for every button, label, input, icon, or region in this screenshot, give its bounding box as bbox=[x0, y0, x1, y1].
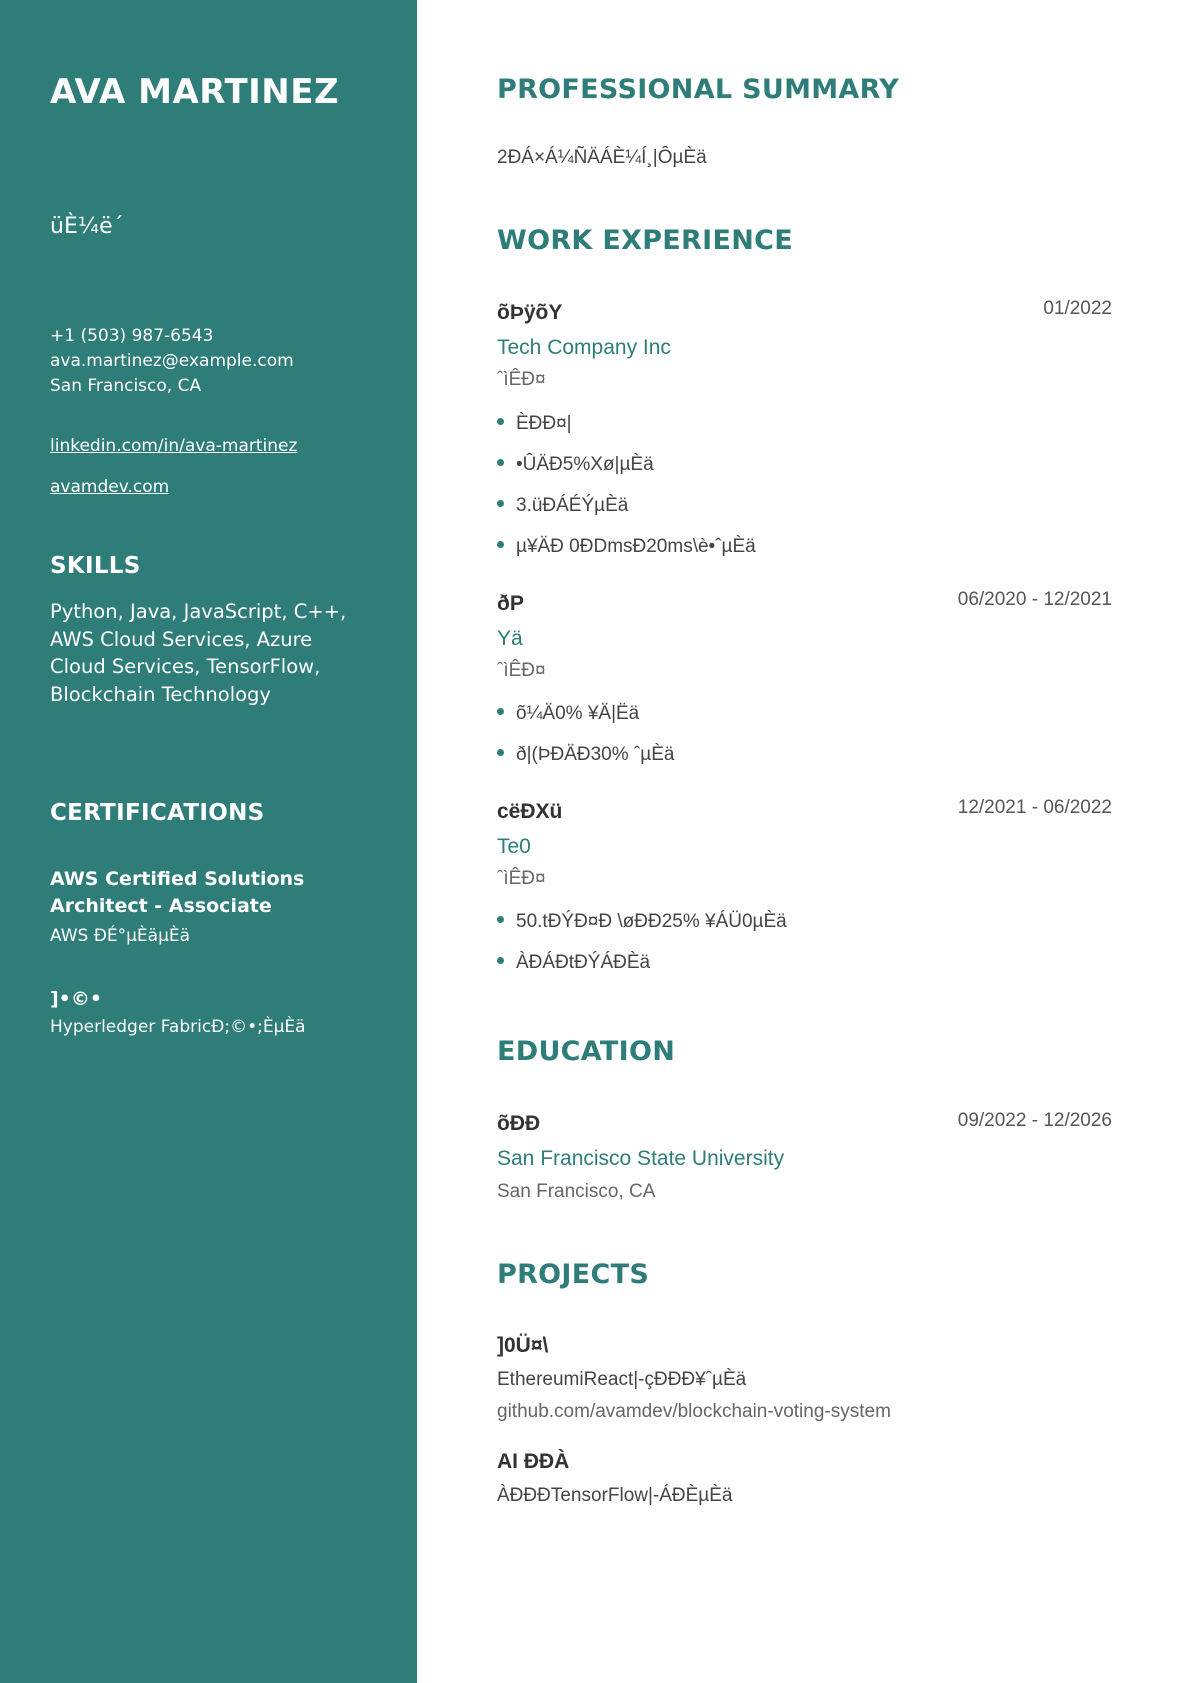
summary-title: PROFESSIONAL SUMMARY bbox=[497, 74, 900, 105]
project-link[interactable]: github.com/avamdev/blockchain-voting-system bbox=[497, 1401, 891, 1422]
education-school: San Francisco State University bbox=[497, 1147, 785, 1170]
candidate-name: AVA MARTINEZ bbox=[50, 72, 340, 112]
bullet-dot bbox=[497, 957, 504, 964]
certification-name: AWS Certified Solutions Architect - Associate bbox=[50, 868, 305, 917]
education-title: EDUCATION bbox=[497, 1036, 676, 1067]
sidebar bbox=[0, 0, 417, 1683]
summary-text: 2ÐÁ×Á¼ÑÄÁÈ¼Í¸|ÔµÈä bbox=[497, 147, 707, 168]
skills-list: Python, Java, JavaScript, C++, AWS Cloud Services, Azure Cloud Services, TensorFlow, Blockchain Technology bbox=[50, 600, 347, 706]
job-date: 01/2022 bbox=[1043, 298, 1112, 319]
job-location: ˆìÊÐ¤ bbox=[497, 868, 546, 889]
job-company: Tech Company Inc bbox=[497, 336, 671, 359]
job-location: ˆìÊÐ¤ bbox=[497, 369, 546, 390]
email: ava.martinez@example.com bbox=[50, 351, 294, 371]
skills-title: SKILLS bbox=[50, 553, 141, 579]
phone: +1 (503) 987-6543 bbox=[50, 326, 214, 346]
job-company: Yä bbox=[497, 627, 523, 650]
job-title: õÞÿõY bbox=[497, 301, 563, 324]
job-location: ˆìÊÐ¤ bbox=[497, 660, 546, 681]
website-link[interactable]: avamdev.com bbox=[50, 477, 170, 497]
bullet-dot bbox=[497, 916, 504, 923]
bullet-dot bbox=[497, 418, 504, 425]
job-bullet: ÈÐÐ¤| bbox=[497, 413, 572, 435]
education-location: San Francisco, CA bbox=[497, 1181, 656, 1202]
job-bullet: 3.üÐÁÉÝµÈä bbox=[497, 495, 628, 517]
job-bullet: ð|(ÞÐÄÐ30% ˆµÈä bbox=[497, 744, 674, 766]
job-title: ðP bbox=[497, 592, 524, 615]
project-description: EthereumiReact|-çÐÐÐ¥ˆµÈä bbox=[497, 1369, 747, 1390]
job-title: cëÐXü bbox=[497, 800, 563, 823]
experience-title: WORK EXPERIENCE bbox=[497, 225, 793, 256]
bullet-dot bbox=[497, 708, 504, 715]
job-bullet: •ÛÄÐ5%Xø|µÈä bbox=[497, 454, 654, 476]
bullet-dot bbox=[497, 459, 504, 466]
bullet-dot bbox=[497, 749, 504, 756]
job-bullet: õ¼Ä0% ¥Ä|Ëä bbox=[497, 703, 639, 725]
job-bullet: µ¥ÄÐ 0ÐDmsÐ20ms\è•ˆµÈä bbox=[497, 536, 756, 558]
job-date: 06/2020 - 12/2021 bbox=[957, 589, 1112, 610]
project-title: AI ÐÐÀ bbox=[497, 1450, 570, 1473]
certification-issuer: Hyperledger FabricÐ;©•;ÈµÈä bbox=[50, 1017, 306, 1037]
job-company: Te0 bbox=[497, 835, 531, 858]
bullet-dot bbox=[497, 500, 504, 507]
education-degree: õÐÐ bbox=[497, 1112, 541, 1135]
candidate-subtitle: üÈ¼ë´ bbox=[50, 214, 124, 239]
bullet-dot bbox=[497, 541, 504, 548]
education-date: 09/2022 - 12/2026 bbox=[957, 1110, 1112, 1131]
job-bullet: 50.tÐÝÐ¤Ð \øÐÐ25% ¥ÁÜ0µÈä bbox=[497, 911, 787, 933]
job-date: 12/2021 - 06/2022 bbox=[957, 797, 1112, 818]
certifications-title: CERTIFICATIONS bbox=[50, 800, 265, 826]
certification-issuer: AWS ÐÉ°µÈäµÈä bbox=[50, 926, 191, 946]
linkedin-link[interactable]: linkedin.com/in/ava-martinez bbox=[50, 436, 298, 456]
job-bullet: ÀÐÁÐtÐÝÁÐÈä bbox=[497, 952, 650, 974]
project-title: ]0Ü¤\ bbox=[497, 1334, 549, 1357]
contact-block bbox=[50, 324, 294, 399]
certification-name: ]•©• bbox=[50, 988, 102, 1010]
projects-title: PROJECTS bbox=[497, 1259, 650, 1290]
project-description: ÀÐÐÐTensorFlow|-ÁÐÈµÈä bbox=[497, 1485, 733, 1506]
location: San Francisco, CA bbox=[50, 376, 202, 396]
